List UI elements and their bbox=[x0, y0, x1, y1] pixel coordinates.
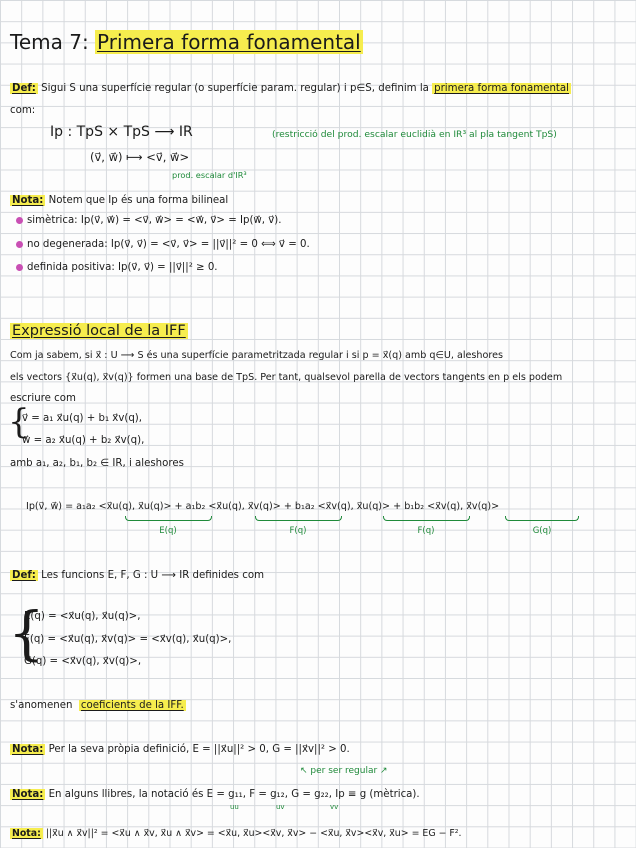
section2-title-text: Expressió local de la IFF bbox=[12, 323, 186, 339]
nota1-item-text: definida positiva: Ip(v⃗, v⃗) = ||v⃗||² ≥ 0. bbox=[27, 262, 218, 273]
section2-eq1: v⃗ = a₁ x⃗u(q) + b₁ x⃗v(q), bbox=[22, 413, 143, 424]
def1-text2: com: bbox=[10, 105, 36, 116]
nota3-sub-uu: uu bbox=[230, 803, 239, 811]
nota3-line bbox=[10, 788, 420, 802]
bullet-icon bbox=[16, 217, 23, 224]
def2-after-term: coeficients de la IFF. bbox=[80, 700, 184, 711]
nota2-note: ↖ per ser regular ↗ bbox=[300, 766, 388, 776]
nota1-line bbox=[10, 194, 228, 208]
def1-text: Sigui S una superfície regular (o superfície param. regular) i p∈S, definim la bbox=[41, 83, 429, 94]
section2-p4: amb a₁, a₂, b₁, b₂ ∈ IR, i aleshores bbox=[10, 458, 184, 469]
def1-map-line2: (v⃗, w⃗) ⟼ <v⃗, w⃗> bbox=[90, 150, 190, 164]
def1-map-line2-note: prod. escalar d'IR³ bbox=[172, 170, 247, 180]
brace-label: E(q) bbox=[159, 526, 177, 536]
nota2-label: Nota: bbox=[12, 744, 44, 755]
brace-icon: { bbox=[8, 402, 30, 442]
brace-label: F(q) bbox=[417, 526, 435, 536]
nota2-line bbox=[10, 743, 350, 757]
underbrace bbox=[255, 516, 342, 521]
nota1-item-text: no degenerada: Ip(v⃗, v⃗) = <v⃗, v⃗> = ||v⃗||² = 0 ⟺ v⃗ = 0. bbox=[27, 239, 310, 250]
section2-p1: Com ja sabem, si x⃗ : U ⟶ S és una superfície parametritzada regular i si p = x⃗(q) amb q∈U, aleshores bbox=[10, 350, 503, 361]
nota1-label: Nota: bbox=[12, 195, 44, 206]
def2-text: Les funcions E, F, G : U ⟶ IR definides com bbox=[41, 570, 264, 581]
def1-line bbox=[10, 82, 571, 96]
def1-map-line: Ip : TpS × TpS ⟶ IR bbox=[50, 124, 193, 140]
def2-after-text: s'anomenen bbox=[10, 700, 73, 711]
brace-label: F(q) bbox=[289, 526, 307, 536]
def2-after bbox=[10, 699, 186, 713]
nota1-item bbox=[16, 214, 281, 228]
def1-label: Def: bbox=[12, 83, 36, 94]
nota3-sub-vv: vv bbox=[330, 803, 339, 811]
nota4-text: ||x⃗u ∧ x⃗v||² = <x⃗u ∧ x⃗v, x⃗u ∧ x⃗v> = <x⃗u, x⃗u><x⃗v, x⃗v> − <x⃗u, x⃗v><x⃗v, x⃗u> = EG − F². bbox=[45, 828, 462, 839]
nota1-item bbox=[16, 261, 218, 275]
nota1-item bbox=[16, 238, 310, 252]
underbrace bbox=[505, 516, 579, 521]
title-name: Primera forma fonamental bbox=[97, 30, 361, 54]
title-prefix: Tema 7: bbox=[10, 30, 89, 54]
section2-p3: escriure com bbox=[10, 393, 76, 404]
def2-label: Def: bbox=[12, 570, 36, 581]
nota3-sub-uv: uv bbox=[276, 803, 285, 811]
nota4-label: Nota: bbox=[12, 828, 41, 839]
page-title bbox=[10, 30, 363, 54]
nota3-text: En alguns llibres, la notació és E = g₁₁, F = g₁₂, G = g₂₂, Ip ≡ g (mètrica). bbox=[48, 789, 420, 800]
section2-title bbox=[10, 322, 188, 340]
nota1-text: Notem que Ip és una forma bilineal bbox=[48, 195, 229, 206]
nota2-note-text: per ser regular bbox=[310, 766, 378, 776]
nota1-item-text: simètrica: Ip(v⃗, w⃗) = <v⃗, w⃗> = <w⃗, v⃗> = Ip(w⃗, v⃗). bbox=[27, 215, 282, 226]
nota2-text: Per la seva pròpia definició, E = ||x⃗u||² > 0, G = ||x⃗v||² > 0. bbox=[48, 744, 350, 755]
brace-icon: { bbox=[8, 599, 45, 667]
underbrace bbox=[125, 516, 212, 521]
bullet-icon bbox=[16, 241, 23, 248]
brace-label: G(q) bbox=[532, 526, 552, 536]
underbrace bbox=[383, 516, 470, 521]
section2-expansion: Ip(v⃗, w⃗) = a₁a₂ <x⃗u(q), x⃗u(q)> + a₁b₂ <x⃗u(q), x⃗v(q)> + b₁a₂ <x⃗v(q), x⃗u(q)> + b₁b₂ <x⃗v(q), x⃗v(q)> bbox=[26, 501, 500, 512]
section2-p2: els vectors {x⃗u(q), x⃗v(q)} formen una base de TpS. Per tant, qualsevol parella de vectors tangents en p els podem bbox=[10, 372, 563, 383]
def2-line-g: G(q) = <x⃗v(q), x⃗v(q)>, bbox=[24, 656, 142, 667]
nota3-label: Nota: bbox=[12, 789, 44, 800]
def2-line bbox=[10, 569, 264, 583]
nota4-line bbox=[10, 827, 462, 841]
def2-line-e: E(q) = <x⃗u(q), x⃗u(q)>, bbox=[24, 611, 141, 622]
def1-map-note: (restricció del prod. escalar euclidià en IR³ al pla tangent TpS) bbox=[272, 129, 557, 140]
def1-highlight: primera forma fonamental bbox=[434, 83, 569, 94]
def2-line-f: F(q) = <x⃗u(q), x⃗v(q)> = <x⃗v(q), x⃗u(q)>, bbox=[24, 634, 232, 645]
section2-eq2: w⃗ = a₂ x⃗u(q) + b₂ x⃗v(q), bbox=[22, 435, 145, 446]
bullet-icon bbox=[16, 264, 23, 271]
